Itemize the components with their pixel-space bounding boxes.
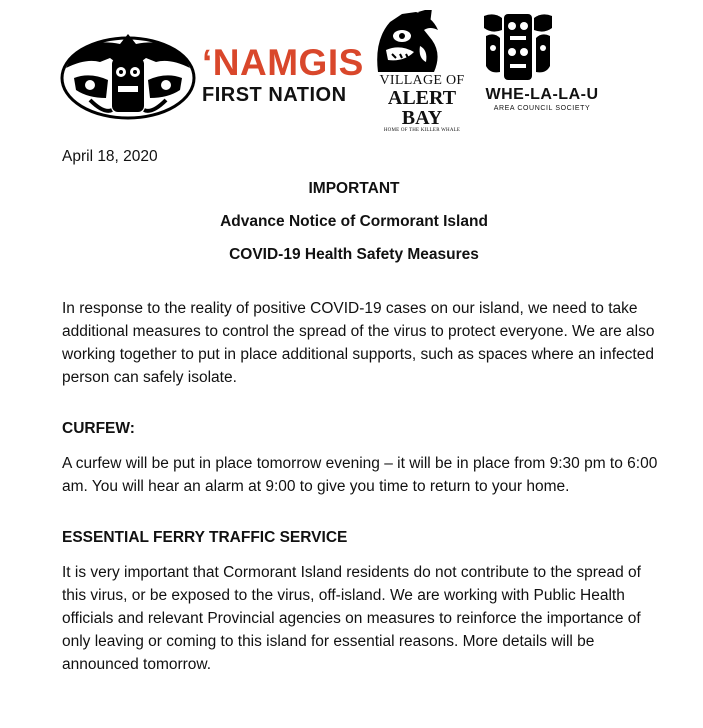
totem-icon	[478, 12, 558, 84]
alert-bay-line2: ALERT BAY	[387, 87, 457, 129]
title-health-measures: COVID-19 Health Safety Measures	[229, 246, 479, 263]
curfew-heading: CURFEW:	[62, 420, 135, 437]
ferry-heading: ESSENTIAL FERRY TRAFFIC SERVICE	[62, 529, 348, 546]
whe-la-la-u-logo	[478, 12, 606, 113]
document-body	[62, 145, 662, 676]
document-date: April 18, 2020	[62, 148, 158, 165]
title-important: IMPORTANT	[308, 180, 400, 197]
whe-la-la-u-name: WHE-LA-LA-U	[485, 86, 599, 103]
letterhead	[60, 10, 660, 133]
killer-whale-icon	[372, 10, 448, 76]
namgis-crest-logo	[60, 28, 196, 120]
whe-la-la-u-subtitle: AREA COUNCIL SOCIETY	[493, 105, 591, 112]
alert-bay-line1: VILLAGE OF	[379, 73, 465, 88]
title-advance-notice: Advance Notice of Cormorant Island	[220, 213, 488, 230]
curfew-paragraph: A curfew will be put in place tomorrow evening – it will be in place from 9:30 pm to 6:00 am. You will hear an alarm at 9:00 to give you time to return to your home.	[62, 455, 658, 495]
thunderbird-icon	[60, 28, 196, 120]
alert-bay-tagline: HOME OF THE KILLER WHALE	[383, 128, 461, 133]
alert-bay-logo	[372, 10, 472, 134]
namgis-name: ‘NAMGIS	[202, 42, 364, 83]
intro-paragraph: In response to the reality of positive COVID-19 cases on our island, we need to take additional measures to control the spread of the virus to protect everyone. We are also working together to put in place additional supports, such as spaces where an infected person can safely isolate.	[62, 300, 655, 386]
namgis-subtitle: FIRST NATION	[202, 84, 347, 106]
namgis-wordmark	[202, 44, 372, 106]
ferry-paragraph: It is very important that Cormorant Island residents do not contribute to the spread of this virus, or be exposed to the virus, off-island. We are working with Public Health officials and relevant Provincial agencies on measures to reinforce the importance of only leaving or coming to this island for essential reasons. More details will be announced tomorrow.	[62, 564, 641, 673]
